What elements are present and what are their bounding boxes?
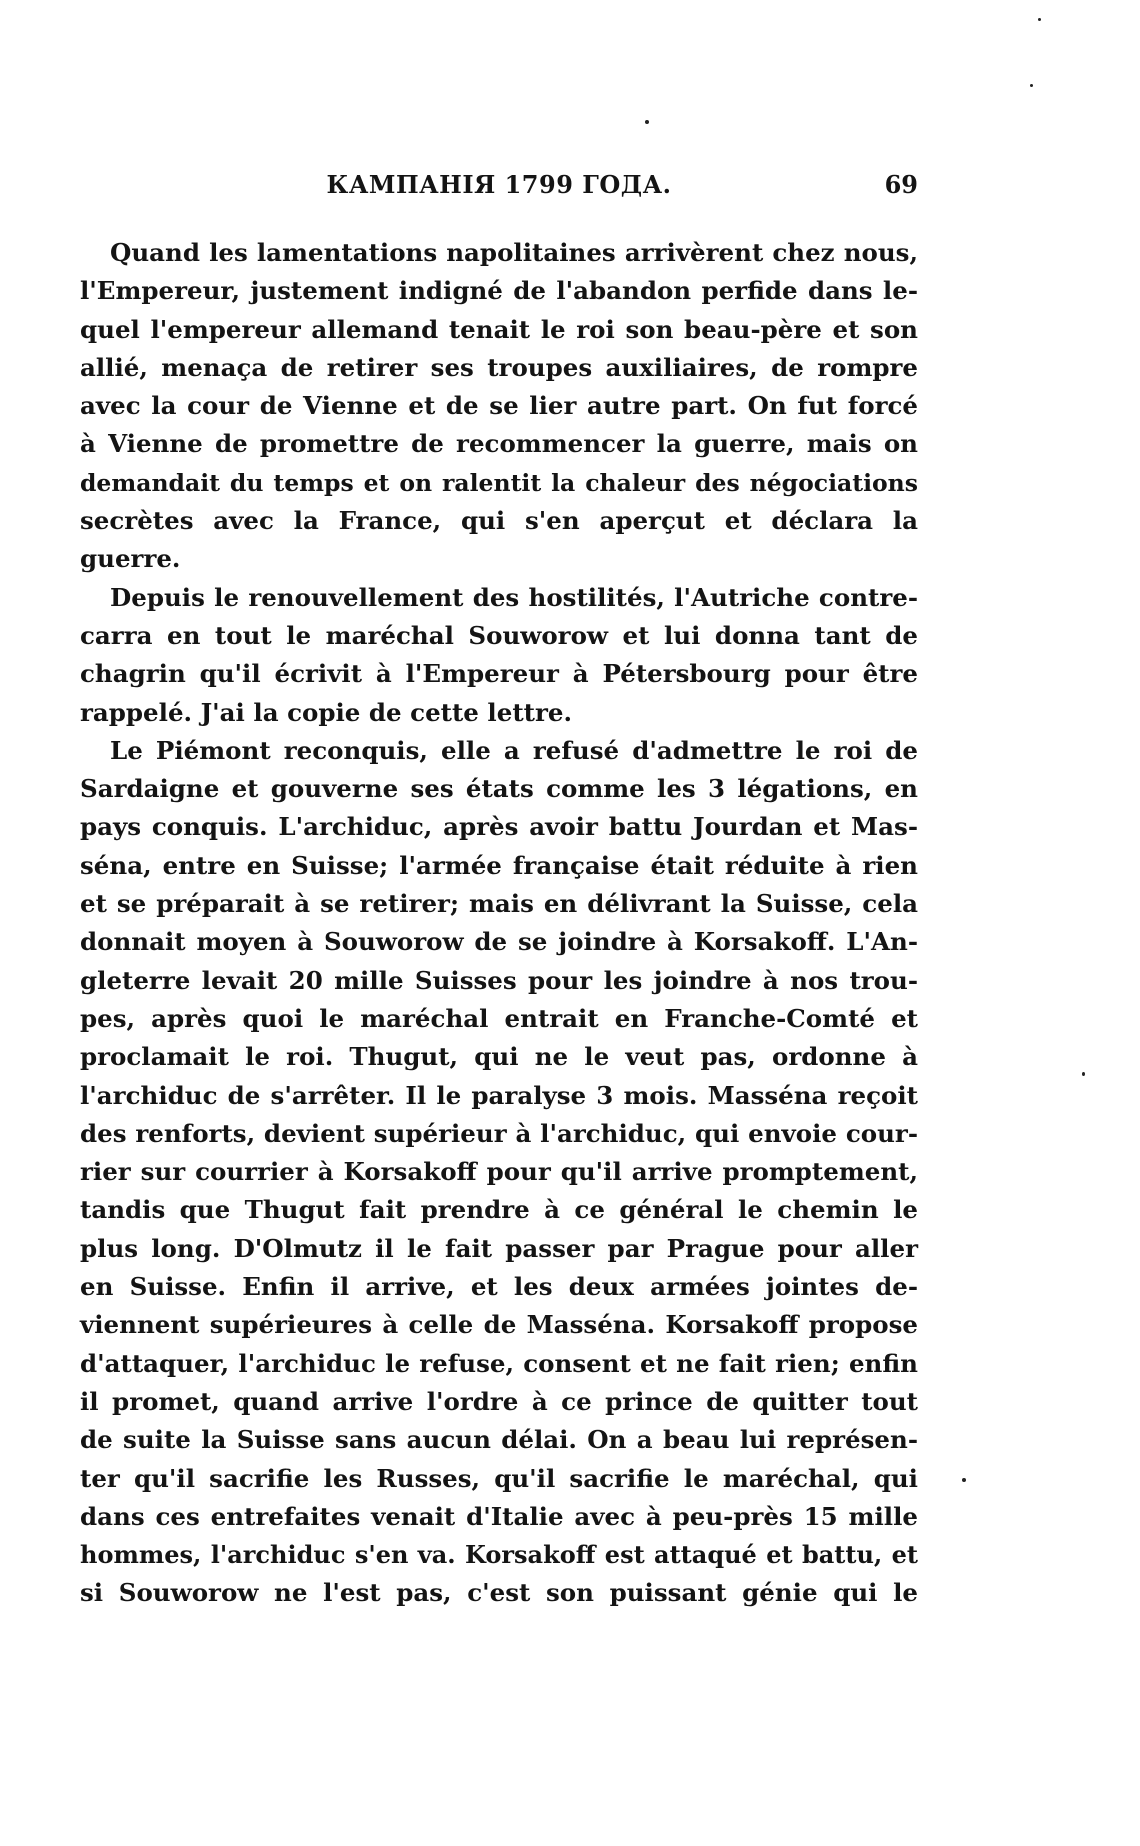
text-line: pays conquis. L'archiduc, après avoir battu Jourdan et Mas- xyxy=(80,812,918,842)
text-line: proclamait le roi. Thugut, qui ne le veut pas, ordonne à xyxy=(80,1042,918,1072)
text-line: Le Piémont reconquis, elle a refusé d'admettre le roi de xyxy=(110,735,918,765)
text-line: dans ces entrefaites venait d'Italie avec à peu-près 15 mille xyxy=(80,1501,918,1531)
text-line: hommes, l'archiduc s'en va. Korsakoff est attaqué et battu, et xyxy=(80,1540,918,1570)
text-line: il promet, quand arrive l'ordre à ce prince de quitter tout xyxy=(80,1386,918,1416)
scan-speck xyxy=(1038,18,1041,21)
text-line: viennent supérieures à celle de Masséna. Korsakoff propose xyxy=(80,1310,918,1340)
scan-speck xyxy=(645,120,649,124)
text-line: quel l'empereur allemand tenait le roi son beau-père et son xyxy=(80,314,918,344)
text-line: guerre. xyxy=(80,544,181,574)
text-line: secrètes avec la France, qui s'en aperçut et déclara la xyxy=(80,506,918,536)
body-text xyxy=(80,234,918,1613)
text-line: de suite la Suisse sans aucun délai. On a beau lui représen- xyxy=(80,1425,918,1455)
text-line: plus long. D'Olmutz il le fait passer par Prague pour aller xyxy=(80,1233,918,1263)
text-line: gleterre levait 20 mille Suisses pour les joindre à nos trou- xyxy=(80,965,918,995)
scan-speck xyxy=(1030,84,1033,87)
text-line: Sardaigne et gouverne ses états comme les 3 légations, en xyxy=(80,774,918,804)
running-head xyxy=(80,170,918,206)
text-line: l'Empereur, justement indigné de l'abandon perfide dans le- xyxy=(80,276,918,306)
running-title: КАМПАНІЯ 1799 ГОДА. xyxy=(326,170,672,199)
text-line: rappelé. J'ai la copie de cette lettre. xyxy=(80,697,572,727)
text-line: donnait moyen à Souworow de se joindre à Korsakoff. L'An- xyxy=(80,927,918,957)
text-line: chagrin qu'il écrivit à l'Empereur à Pétersbourg pour être xyxy=(80,659,918,689)
text-line: Depuis le renouvellement des hostilités, l'Autriche contre- xyxy=(110,582,918,612)
text-line: Quand les lamentations napolitaines arrivèrent chez nous, xyxy=(110,238,918,267)
text-line: rier sur courrier à Korsakoff pour qu'il arrive promptement, xyxy=(80,1157,918,1187)
text-line: séna, entre en Suisse; l'armée française était réduite à rien xyxy=(80,850,918,880)
text-line: demandait du temps et on ralentit la chaleur des négociations xyxy=(80,468,918,497)
text-line: et se préparait à se retirer; mais en délivrant la Suisse, cela xyxy=(80,889,918,919)
text-line: si Souworow ne l'est pas, c'est son puissant génie qui le xyxy=(80,1578,918,1608)
text-line: allié, menaça de retirer ses troupes auxiliaires, de rompre xyxy=(80,352,918,382)
text-line: pes, après quoi le maréchal entrait en Franche-Comté et xyxy=(80,1003,918,1033)
text-line: à Vienne de promettre de recommencer la guerre, mais on xyxy=(80,429,918,459)
text-line: tandis que Thugut fait prendre à ce général le chemin le xyxy=(80,1195,918,1225)
page-number: 69 xyxy=(884,170,918,199)
text-line: ter qu'il sacrifie les Russes, qu'il sacrifie le maréchal, qui xyxy=(80,1463,918,1493)
text-line: d'attaquer, l'archiduc le refuse, consent et ne fait rien; enfin xyxy=(80,1348,918,1378)
scan-speck xyxy=(1082,1072,1085,1076)
text-line: en Suisse. Enfin il arrive, et les deux armées jointes de- xyxy=(80,1272,918,1302)
text-line: l'archiduc de s'arrêter. Il le paralyse 3 mois. Masséna reçoit xyxy=(80,1080,918,1110)
scan-speck xyxy=(962,1478,966,1482)
text-line: carra en tout le maréchal Souworow et lui donna tant de xyxy=(80,620,918,650)
text-line: avec la cour de Vienne et de se lier autre part. On fut forcé xyxy=(80,391,918,421)
text-line: des renforts, devient supérieur à l'archiduc, qui envoie cour- xyxy=(80,1118,918,1148)
